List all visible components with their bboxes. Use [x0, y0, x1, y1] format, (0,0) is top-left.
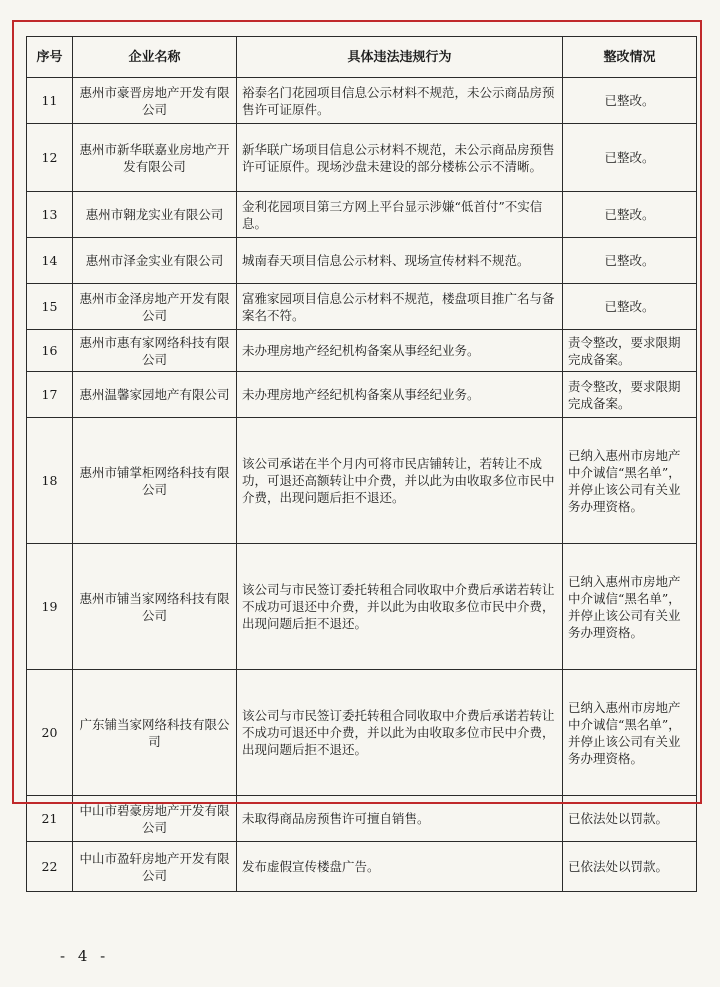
row-index: 20	[27, 670, 73, 796]
rectification-status: 已整改。	[563, 284, 697, 330]
table-row	[27, 284, 697, 330]
header-company: 企业名称	[73, 37, 237, 78]
rectification-status: 已纳入惠州市房地产中介诚信“黑名单”，并停止该公司有关业务办理资格。	[563, 418, 697, 544]
row-index: 17	[27, 372, 73, 418]
table-row	[27, 372, 697, 418]
row-index: 22	[27, 842, 73, 892]
violation-text: 裕泰名门花园项目信息公示材料不规范，未公示商品房预售许可证原件。	[237, 78, 563, 124]
company-name: 惠州市泽金实业有限公司	[73, 238, 237, 284]
violation-text: 未办理房地产经纪机构备案从事经纪业务。	[237, 372, 563, 418]
table-header-row	[27, 37, 697, 78]
company-name: 惠州温馨家园地产有限公司	[73, 372, 237, 418]
table-row	[27, 124, 697, 192]
table-row	[27, 796, 697, 842]
violation-text: 新华联广场项目信息公示材料不规范，未公示商品房预售许可证原件。现场沙盘未建设的部分楼栋公示不清晰。	[237, 124, 563, 192]
row-index: 15	[27, 284, 73, 330]
violation-text: 发布虚假宣传楼盘广告。	[237, 842, 563, 892]
row-index: 19	[27, 544, 73, 670]
table-row	[27, 842, 697, 892]
table-row	[27, 544, 697, 670]
rectification-status: 已依法处以罚款。	[563, 796, 697, 842]
company-name: 惠州市铺掌柜网络科技有限公司	[73, 418, 237, 544]
violation-text: 该公司承诺在半个月内可将市民店铺转让，若转让不成功，可退还高额转让中介费，并以此为由收取多位市民中介费，出现问题后拒不退还。	[237, 418, 563, 544]
header-violation: 具体违法违规行为	[237, 37, 563, 78]
rectification-status: 已整改。	[563, 78, 697, 124]
violation-text: 金利花园项目第三方网上平台显示涉嫌“低首付”不实信息。	[237, 192, 563, 238]
rectification-status: 已纳入惠州市房地产中介诚信“黑名单”，并停止该公司有关业务办理资格。	[563, 544, 697, 670]
company-name: 惠州市惠有家网络科技有限公司	[73, 330, 237, 372]
violation-text: 未办理房地产经纪机构备案从事经纪业务。	[237, 330, 563, 372]
table-row	[27, 192, 697, 238]
violation-text: 该公司与市民签订委托转租合同收取中介费后承诺若转让不成功可退还中介费，并以此为由收取多位市民中介费，出现问题后拒不退还。	[237, 544, 563, 670]
rectification-status: 责令整改，要求限期完成备案。	[563, 372, 697, 418]
violations-table	[26, 36, 697, 892]
row-index: 12	[27, 124, 73, 192]
company-name: 惠州市铺当家网络科技有限公司	[73, 544, 237, 670]
company-name: 惠州市新华联嘉业房地产开发有限公司	[73, 124, 237, 192]
rectification-status: 已整改。	[563, 124, 697, 192]
row-index: 13	[27, 192, 73, 238]
violation-text: 未取得商品房预售许可擅自销售。	[237, 796, 563, 842]
violation-text: 城南春天项目信息公示材料、现场宣传材料不规范。	[237, 238, 563, 284]
row-index: 11	[27, 78, 73, 124]
rectification-status: 已依法处以罚款。	[563, 842, 697, 892]
table-row	[27, 330, 697, 372]
company-name: 惠州市金泽房地产开发有限公司	[73, 284, 237, 330]
rectification-status: 已纳入惠州市房地产中介诚信“黑名单”，并停止该公司有关业务办理资格。	[563, 670, 697, 796]
row-index: 14	[27, 238, 73, 284]
company-name: 中山市盈轩房地产开发有限公司	[73, 842, 237, 892]
violation-text: 富雅家园项目信息公示材料不规范，楼盘项目推广名与备案名不符。	[237, 284, 563, 330]
rectification-status: 已整改。	[563, 192, 697, 238]
row-index: 16	[27, 330, 73, 372]
rectification-status: 已整改。	[563, 238, 697, 284]
company-name: 惠州市翱龙实业有限公司	[73, 192, 237, 238]
rectification-status: 责令整改，要求限期完成备案。	[563, 330, 697, 372]
header-index: 序号	[27, 37, 73, 78]
company-name: 广东铺当家网络科技有限公司	[73, 670, 237, 796]
violation-text: 该公司与市民签订委托转租合同收取中介费后承诺若转让不成功可退还中介费，并以此为由收取多位市民中介费，出现问题后拒不退还。	[237, 670, 563, 796]
row-index: 18	[27, 418, 73, 544]
table-row	[27, 670, 697, 796]
table-row	[27, 238, 697, 284]
header-rectification: 整改情况	[563, 37, 697, 78]
row-index: 21	[27, 796, 73, 842]
table-row	[27, 418, 697, 544]
company-name: 惠州市豪晋房地产开发有限公司	[73, 78, 237, 124]
table-row	[27, 78, 697, 124]
page-number: - 4 -	[60, 947, 110, 965]
company-name: 中山市碧豪房地产开发有限公司	[73, 796, 237, 842]
